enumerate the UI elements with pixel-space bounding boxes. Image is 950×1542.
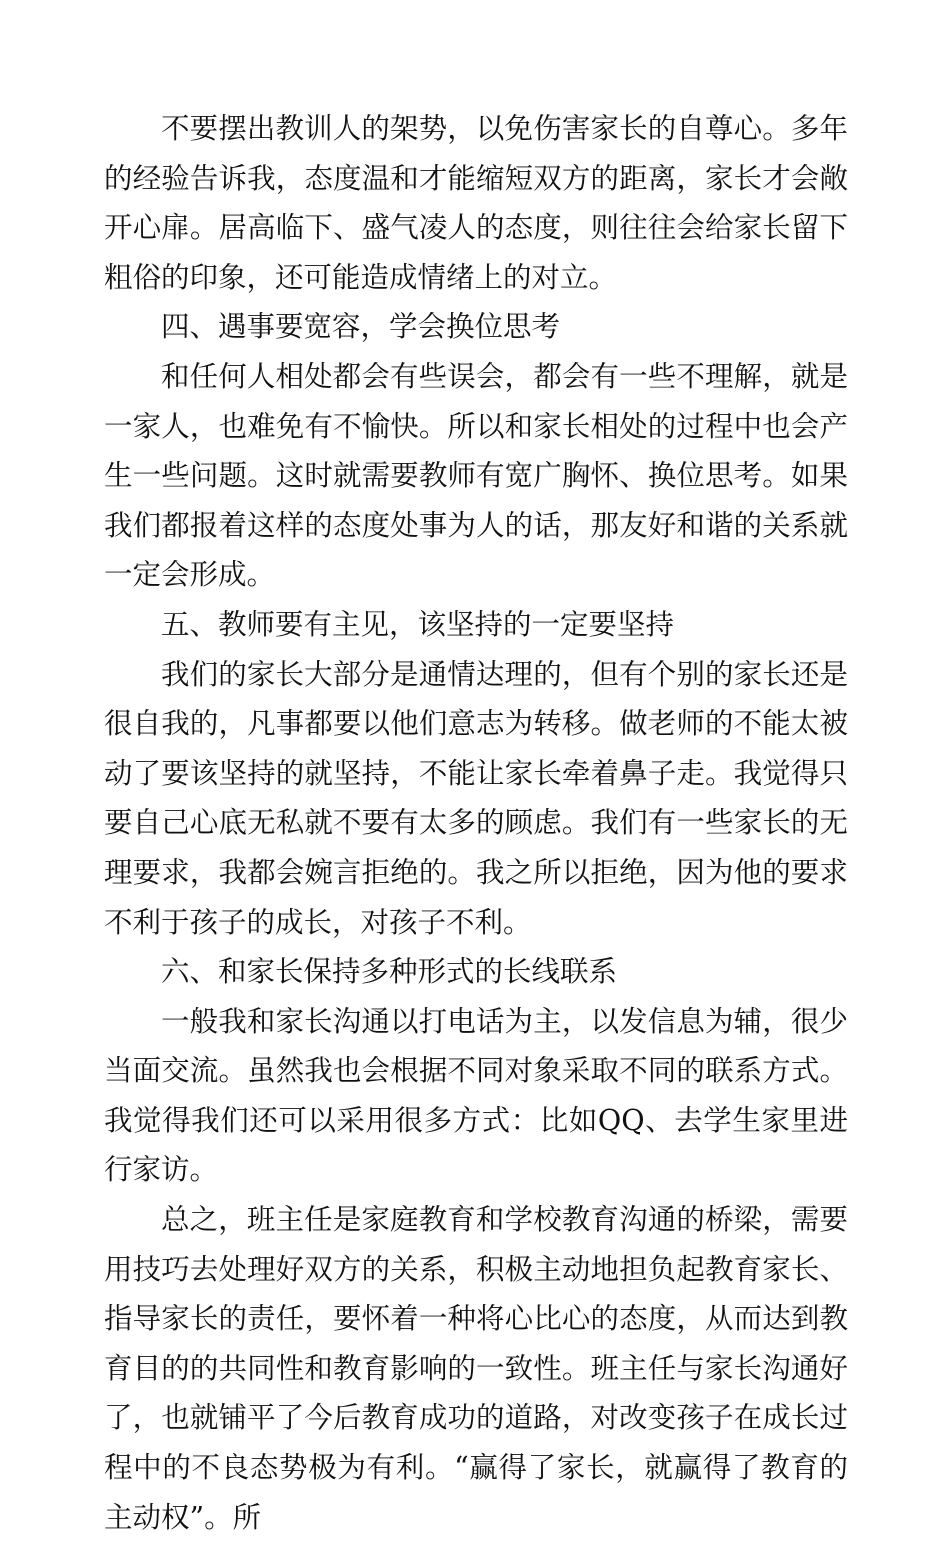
section-heading-6: 六、和家长保持多种形式的长线联系: [161, 955, 618, 989]
section-heading-4: 四、遇事要宽容，学会换位思考: [161, 310, 561, 344]
paragraph-tolerance: 和任何人相处都会有些误会，都会有一些不理解，就是一家人，也难免有不愉快。所以和家长相处的过程中也会产生一些问题。这时就需要教师有宽广胸怀、换位思考。如果我们都报着这样的态度处事为人的话，那友好和谐的关系就一定会形成。: [104, 359, 848, 592]
paragraph-conclusion: 总之，班主任是家庭教育和学校教育沟通的桥梁，需要用技巧去处理好双方的关系，积极主动地担负起教育家长、指导家长的责任，要怀着一种将心比心的态度，从而达到教育目的的共同性和教育影响的一致性。班主任与家长沟通好了，也就铺平了今后教育成功的道路，对改变孩子在成长过程中的不良态势极为有利。“赢得了家长，就赢得了教育的主动权”。所: [104, 1203, 848, 1534]
document-body: [104, 104, 848, 1542]
paragraph-persistence: 我们的家长大部分是通情达理的，但有个别的家长还是很自我的，凡事都要以他们意志为转移。做老师的不能太被动了要该坚持的就坚持，不能让家长牵着鼻子走。我觉得只要自己心底无私就不要有太多的顾虑。我们有一些家长的无理要求，我都会婉言拒绝的。我之所以拒绝，因为他的要求不利于孩子的成长，对孩子不利。: [104, 657, 848, 939]
paragraph-respect: 不要摆出教训人的架势，以免伤害家长的自尊心。多年的经验告诉我，态度温和才能缩短双方的距离，家长才会敞开心扉。居高临下、盛气凌人的态度，则往往会给家长留下粗俗的印象，还可能造成情绪上的对立。: [104, 112, 848, 294]
paragraph-contact: 一般我和家长沟通以打电话为主，以发信息为辅，很少当面交流。虽然我也会根据不同对象采取不同的联系方式。我觉得我们还可以采用很多方式：比如QQ、去学生家里进行家访。: [104, 1004, 848, 1187]
section-heading-5: 五、教师要有主见，该坚持的一定要坚持: [161, 607, 675, 641]
